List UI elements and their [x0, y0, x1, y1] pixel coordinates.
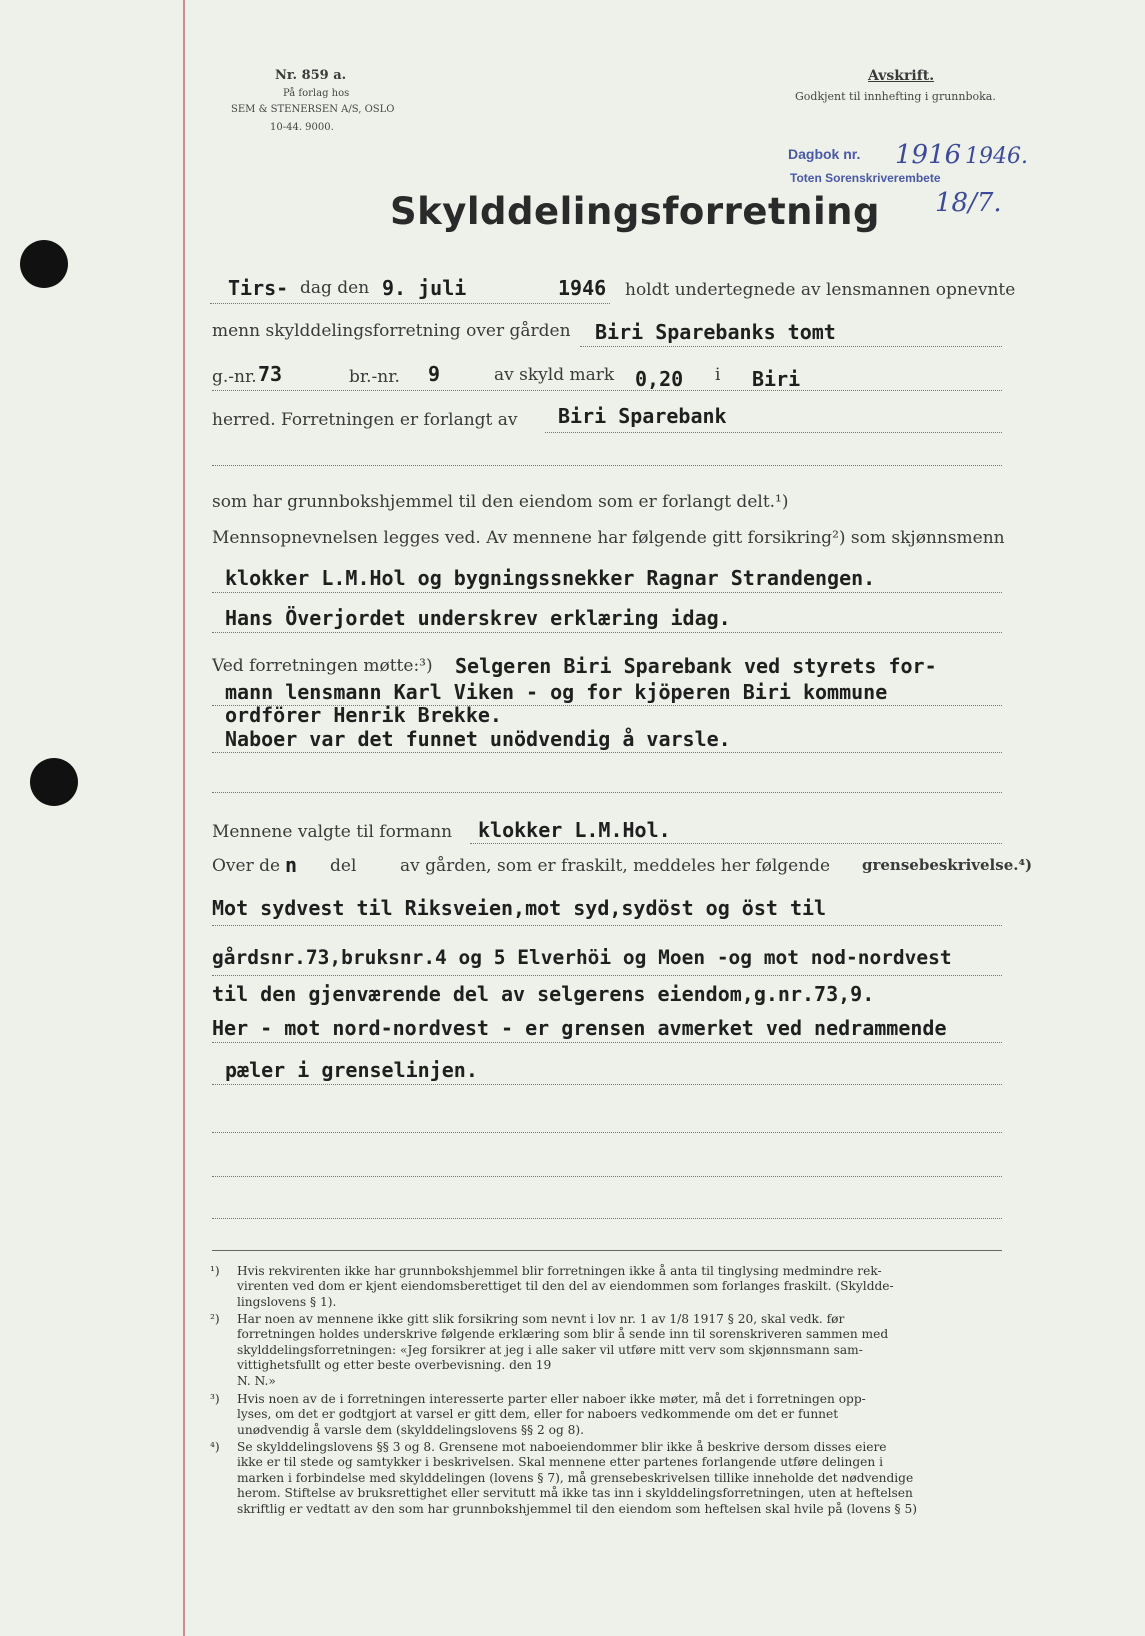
- men-line1: klokker L.M.Hol og bygningssnekker Ragnar Strandengen.: [225, 566, 876, 590]
- text-requested: herred. Forretningen er forlangt av: [212, 410, 518, 430]
- publisher-line1: På forlag hos: [283, 88, 350, 99]
- punch-hole-top: [20, 240, 68, 288]
- print-run: 10-44. 9000.: [270, 122, 334, 133]
- line-boundary-2: [212, 975, 1002, 976]
- line-present-2: [212, 752, 1002, 753]
- publisher-line2: SEM & STENERSEN A/S, OSLO: [231, 104, 395, 115]
- label-over: Over de: [212, 856, 281, 876]
- boundary-line2: gårdsnr.73,bruksnr.4 og 5 Elverhöi og Moen -og mot nod-nordvest: [212, 946, 952, 969]
- text-over-farm: menn skylddelingsforretning over gården: [212, 321, 571, 341]
- stamp-line1: Dagbok nr.: [788, 146, 861, 162]
- text-oppnevnelse: Mennsopnevnelsen legges ved. Av mennene har følgende gitt forsikring²) som skjønnsmenn: [212, 528, 1005, 548]
- place-value: Biri: [752, 367, 801, 391]
- boundary-line4: Her - mot nord-nordvest - er grensen avmerket ved nedrammende: [212, 1016, 947, 1040]
- line-farm: [580, 346, 1002, 347]
- farm-value: Biri Sparebanks tomt: [595, 320, 836, 344]
- line-requester: [545, 432, 1002, 433]
- brnr-value: 9: [428, 362, 441, 386]
- weekday: Tirs-: [228, 276, 289, 300]
- document-title: Skylddelingsforretning: [390, 190, 880, 233]
- label-brnr: br.-nr.: [349, 367, 400, 387]
- line-gnr: [212, 390, 1002, 391]
- present-line2: mann lensmann Karl Viken - og for kjöperen Biri kommune: [225, 680, 888, 704]
- footnote-3: [210, 1392, 1010, 1438]
- line-present-3: [212, 792, 1002, 793]
- line-blank-2: [212, 1132, 1002, 1133]
- diary-year: 1946.: [965, 144, 1028, 169]
- line-chair: [470, 843, 1002, 844]
- diary-date: 18/7.: [935, 188, 1002, 218]
- footnote-mark: ¹): [210, 1264, 220, 1278]
- label-skyld: av skyld mark: [494, 365, 615, 385]
- label-present: Ved forretningen møtte:³): [212, 656, 433, 676]
- footnote-4: [210, 1440, 1010, 1517]
- approval-note: Godkjent til innhefting i grunnboka.: [795, 90, 996, 103]
- copy-label: Avskrift.: [868, 68, 935, 84]
- year-value: 1946: [558, 276, 607, 300]
- line-boundary-4: [212, 1084, 1002, 1085]
- present-line3: ordförer Henrik Brekke.: [225, 703, 502, 727]
- present-line4: Naboer var det funnet unödvendig å varsle.: [225, 727, 731, 751]
- line-boundary-3: [212, 1042, 1002, 1043]
- footnote-mark: ³): [210, 1392, 220, 1406]
- footnote-text: Hvis rekvirenten ikke har grunnbokshjemmel blir forretningen ikke å anta til tinglysing medmindre rek- virenten ved dom er kjent eiendomsberettiget til den del av eiendommen som forlanges fraskilt. (Skyldde- lingslovens § 1).: [237, 1264, 894, 1309]
- footnote-text: Har noen av mennene ikke gitt slik forsikring som nevnt i lov nr. 1 av 1/8 1917 § 20, skal vedk. før forretningen holdes underskrive følgende erklæring som blir å sende inn til sorenskriveren sammen med skylddelingsforretningen: «Jeg forsikrer at jeg i alle saker vil utføre mitt verv som skjønnsmann sam- vittighetsfullt og etter beste overbevisning. den 19 N. N.»: [237, 1312, 889, 1388]
- form-number: Nr. 859 a.: [275, 68, 347, 83]
- text-hjemmel: som har grunnbokshjemmel til den eiendom som er forlangt delt.¹): [212, 492, 789, 512]
- label-gnr: g.-nr.: [212, 367, 257, 387]
- over-value: n: [285, 853, 298, 877]
- line-blank-4: [212, 1218, 1002, 1219]
- date-value: 9. juli: [382, 276, 467, 300]
- skyld-value: 0,20: [635, 367, 684, 391]
- boundary-line5: pæler i grenselinjen.: [225, 1058, 478, 1082]
- footnote-text: Hvis noen av de i forretningen interesserte parter eller naboer ikke møter, må det i forretningen opp- lyses, om det er godtgjort at varsel er gitt dem, eller for naboers vedkommende om det er funnet unødvendig å varsle dem (skylddelingslovens §§ 2 og 8).: [237, 1392, 866, 1437]
- requester-value: Biri Sparebank: [558, 404, 727, 428]
- text-boundary: av gården, som er fraskilt, meddeles her følgende: [400, 856, 831, 876]
- line-men-1: [212, 592, 1002, 593]
- footnote-mark: ⁴): [210, 1440, 220, 1454]
- line-blank-3: [212, 1176, 1002, 1177]
- line-date: [210, 303, 610, 304]
- label-day: dag den: [300, 278, 370, 298]
- punch-hole-bottom: [30, 758, 78, 806]
- text-held: holdt undertegnede av lensmannen opnevnte: [625, 280, 1016, 300]
- present-line1: Selgeren Biri Sparebank ved styrets for-: [455, 654, 937, 678]
- footnote-text: Se skylddelingslovens §§ 3 og 8. Grensene mot naboeiendommer blir ikke å beskrive dersom disses eiere ikke er til stede og samtykker i beskrivelsen. Skal mennene etter partenes forlangende utføre delingen i marken i forbindelse med skylddelingen (lovens § 7), må grensebeskrivelsen tillike inneholde det nødvendige herom. Stiftelse av bruksrettighet eller servitutt må ikke tas inn i skylddelingsforretningen, uten at heftelsen skriftlig er vedtatt av den som har grunnbokshjemmel til den eiendom som heftelsen skal hvile på (lovens § 5): [237, 1440, 918, 1516]
- footnote-divider: [212, 1250, 1002, 1251]
- footnote-mark: ²): [210, 1312, 220, 1326]
- stamp-line2: Toten Sorenskriverembete: [790, 171, 941, 185]
- footnote-2: [210, 1312, 1010, 1389]
- chair-value: klokker L.M.Hol.: [478, 818, 671, 842]
- label-chair: Mennene valgte til formann: [212, 822, 453, 842]
- gnr-value: 73: [258, 362, 283, 386]
- red-margin-line: [183, 0, 185, 1636]
- boundary-line1: Mot sydvest til Riksveien,mot syd,sydöst og öst til: [212, 896, 827, 920]
- footnote-1: [210, 1264, 1010, 1310]
- line-men-2: [212, 632, 1002, 633]
- label-del: del: [330, 856, 357, 876]
- label-i: i: [715, 365, 721, 385]
- diary-number: 1916: [895, 140, 962, 170]
- boundary-heading: grensebeskrivelse.⁴): [862, 856, 1033, 874]
- men-line2: Hans Överjordet underskrev erklæring idag.: [225, 606, 731, 630]
- line-present-1: [212, 705, 1002, 706]
- boundary-line3: til den gjenværende del av selgerens eiendom,g.nr.73,9.: [212, 982, 875, 1006]
- line-boundary-1: [212, 925, 1002, 926]
- line-blank-1: [212, 465, 1002, 466]
